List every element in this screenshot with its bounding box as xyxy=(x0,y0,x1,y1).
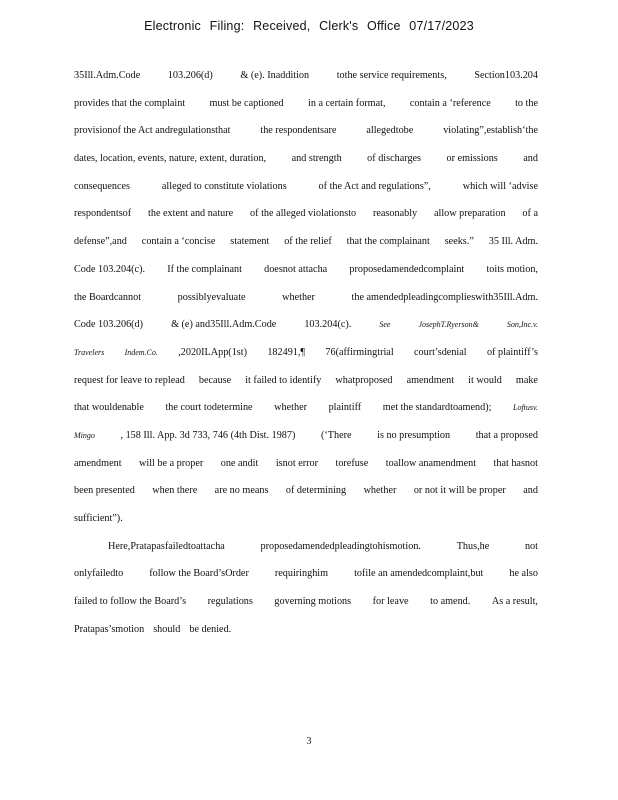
text-line xyxy=(74,181,538,209)
case-name: Travelers xyxy=(74,347,105,357)
text-segment: toits motion, xyxy=(486,263,538,275)
text-segment: allegedtobe xyxy=(366,125,414,137)
text-segment: seeks.” xyxy=(444,236,474,248)
text-segment: which will ‘advise xyxy=(462,180,538,192)
text-segment: possiblyevaluate xyxy=(177,291,246,303)
text-segment: respondentsof xyxy=(74,208,132,220)
text-line xyxy=(74,153,538,181)
text-line xyxy=(74,402,538,430)
text-line xyxy=(74,458,538,486)
text-segment: of discharges xyxy=(367,153,422,165)
text-segment: doesnot attacha xyxy=(264,263,328,275)
text-segment: sufficient”). xyxy=(74,513,123,524)
filing-stamp-header: Electronic Filing: Received, Clerk's Office 07/17/2023 xyxy=(144,19,474,33)
document-body xyxy=(74,70,538,651)
text-segment: violating”,establish‘the xyxy=(443,125,538,137)
text-segment: Code 103.206(d) xyxy=(74,319,144,331)
case-citation-signal: See xyxy=(379,320,391,330)
text-segment: it failed to identify xyxy=(245,374,322,386)
case-name: JosephT.Ryerson& xyxy=(418,320,479,330)
text-segment: regulations xyxy=(207,596,253,608)
text-segment: met the standardtoamend); xyxy=(382,402,492,414)
text-segment: Pratapas’smotion xyxy=(74,623,145,635)
text-segment: & (e) and35Ill.Adm.Code xyxy=(171,319,277,331)
text-segment: 35 Ill. Adm. xyxy=(488,236,538,248)
text-segment: 103.204(c). xyxy=(304,319,352,331)
text-line xyxy=(74,236,538,264)
text-segment: proposedamendedpleadingtohismotion. xyxy=(260,540,421,552)
text-segment: the respondentsare xyxy=(260,125,337,137)
text-line xyxy=(74,125,538,153)
text-segment: plaintiff xyxy=(328,402,362,414)
text-segment: Section103.204 xyxy=(474,70,538,81)
text-line xyxy=(74,347,538,375)
text-segment: 103.206(d) xyxy=(167,70,213,81)
text-line xyxy=(74,208,538,236)
text-segment: been presented xyxy=(74,485,135,497)
text-segment: he also xyxy=(509,568,538,580)
text-segment: that a proposed xyxy=(475,429,538,441)
text-line xyxy=(74,375,538,403)
page-number: 3 xyxy=(306,736,312,747)
text-line xyxy=(74,70,538,98)
text-segment: whether xyxy=(363,485,397,497)
text-line xyxy=(74,264,538,292)
text-line xyxy=(74,541,538,569)
text-segment: that the complainant xyxy=(346,236,430,248)
text-segment: amendment xyxy=(406,374,455,386)
text-segment: or not it will be proper xyxy=(413,485,506,497)
text-segment: ,2020ILApp(1st) xyxy=(178,346,247,358)
text-segment: are no means xyxy=(214,485,269,497)
case-name: Son,Inc.v. xyxy=(506,320,538,330)
text-segment: to the xyxy=(515,97,538,109)
text-segment: of the relief xyxy=(284,236,332,248)
text-segment: the amendedpleadingcomplieswith35Ill.Adm. xyxy=(351,291,538,303)
text-segment: of the Act and regulations”, xyxy=(318,180,431,192)
text-segment: toallow anamendment xyxy=(385,457,477,469)
text-segment: governing motions xyxy=(274,596,352,608)
text-line xyxy=(74,485,538,513)
text-segment: amendment xyxy=(74,457,122,469)
text-segment: , 158 Ill. App. 3d 733, 746 (4th Dist. 1987) xyxy=(120,429,296,441)
text-segment: Thus,he xyxy=(456,540,490,552)
text-segment: court’sdenial xyxy=(413,346,467,358)
text-segment: one andit xyxy=(220,457,259,469)
text-segment: 35Ill.Adm.Code xyxy=(74,70,141,81)
text-segment: statement xyxy=(230,236,270,248)
text-segment: whatproposed xyxy=(335,374,393,386)
text-segment: of the alleged violationsto xyxy=(250,208,357,220)
text-segment: in a certain format, xyxy=(308,97,386,109)
text-segment: tofile an amendedcomplaint,but xyxy=(354,568,484,580)
text-segment: As a result, xyxy=(491,596,538,608)
text-segment: and xyxy=(523,485,538,497)
text-segment: provisionof the Act andregulationsthat xyxy=(74,125,231,137)
text-line xyxy=(74,319,538,347)
text-segment: the extent and nature xyxy=(148,208,234,220)
text-segment: must be captioned xyxy=(209,97,284,109)
text-segment: or emissions xyxy=(446,153,498,165)
text-segment: defense”,and xyxy=(74,236,127,248)
text-segment: of a xyxy=(522,208,538,220)
text-segment: whether xyxy=(274,402,307,414)
case-name: Loftusv. xyxy=(513,403,538,413)
case-name: Indem.Co. xyxy=(124,347,158,357)
text-line xyxy=(74,98,538,126)
text-segment: and strength xyxy=(291,153,342,165)
text-segment: for leave xyxy=(372,596,409,608)
text-segment: alleged to constitute violations xyxy=(161,180,287,192)
text-segment: 182491,¶ xyxy=(267,346,306,358)
text-segment: reasonably xyxy=(372,208,418,220)
text-segment: & (e). Inaddition xyxy=(240,70,310,81)
text-segment: not xyxy=(524,540,538,552)
text-segment: contain a ‘concise xyxy=(141,236,216,248)
text-segment: follow the Board’sOrder xyxy=(149,568,249,580)
text-segment: that hasnot xyxy=(493,457,538,469)
text-segment: it would xyxy=(468,374,502,386)
text-segment: Code 103.204(c). xyxy=(74,263,146,275)
text-segment: torefuse xyxy=(335,457,369,469)
text-line xyxy=(74,596,538,624)
text-line xyxy=(74,513,538,541)
text-line xyxy=(74,624,538,652)
text-segment: tothe service requirements, xyxy=(336,70,447,81)
text-segment: failed to follow the Board’s xyxy=(74,596,187,608)
text-segment: If the complainant xyxy=(167,263,242,275)
text-segment: be denied. xyxy=(189,623,232,635)
text-segment: the Boardcannot xyxy=(74,291,142,303)
text-segment: the court todetermine xyxy=(165,402,253,414)
text-segment: and xyxy=(523,153,538,165)
text-segment: request for leave to replead xyxy=(74,374,185,386)
text-line xyxy=(74,292,538,320)
text-segment: requiringhim xyxy=(274,568,329,580)
text-segment: of determining xyxy=(285,485,347,497)
text-segment: provides that the complaint xyxy=(74,97,186,109)
text-segment: whether xyxy=(282,291,315,303)
text-segment: that wouldenable xyxy=(74,402,144,414)
text-segment: is no presumption xyxy=(377,429,451,441)
text-segment: consequences xyxy=(74,180,131,192)
text-segment: onlyfailedto xyxy=(74,568,124,580)
text-segment: should xyxy=(153,623,181,635)
text-segment: contain a ‘reference xyxy=(409,97,491,109)
text-segment: will be a proper xyxy=(139,457,204,469)
text-segment: isnot error xyxy=(275,457,318,469)
text-segment: dates, location, events, nature, extent, duration, xyxy=(74,153,267,165)
text-segment: allow preparation xyxy=(433,208,506,220)
text-segment: Here,Pratapasfailedtoattacha xyxy=(108,540,225,552)
case-name: Mingo xyxy=(74,430,95,440)
text-segment: make xyxy=(515,374,538,386)
text-segment: 76(affirmingtrial xyxy=(325,346,394,358)
text-line xyxy=(74,430,538,458)
text-segment: when there xyxy=(152,485,198,497)
text-segment: proposedamendedcomplaint xyxy=(349,263,465,275)
text-segment: (‘There xyxy=(320,429,352,441)
text-segment: to amend. xyxy=(430,596,471,608)
text-segment: because xyxy=(198,374,232,386)
text-segment: of plaintiff’s xyxy=(486,346,538,358)
text-line xyxy=(74,568,538,596)
